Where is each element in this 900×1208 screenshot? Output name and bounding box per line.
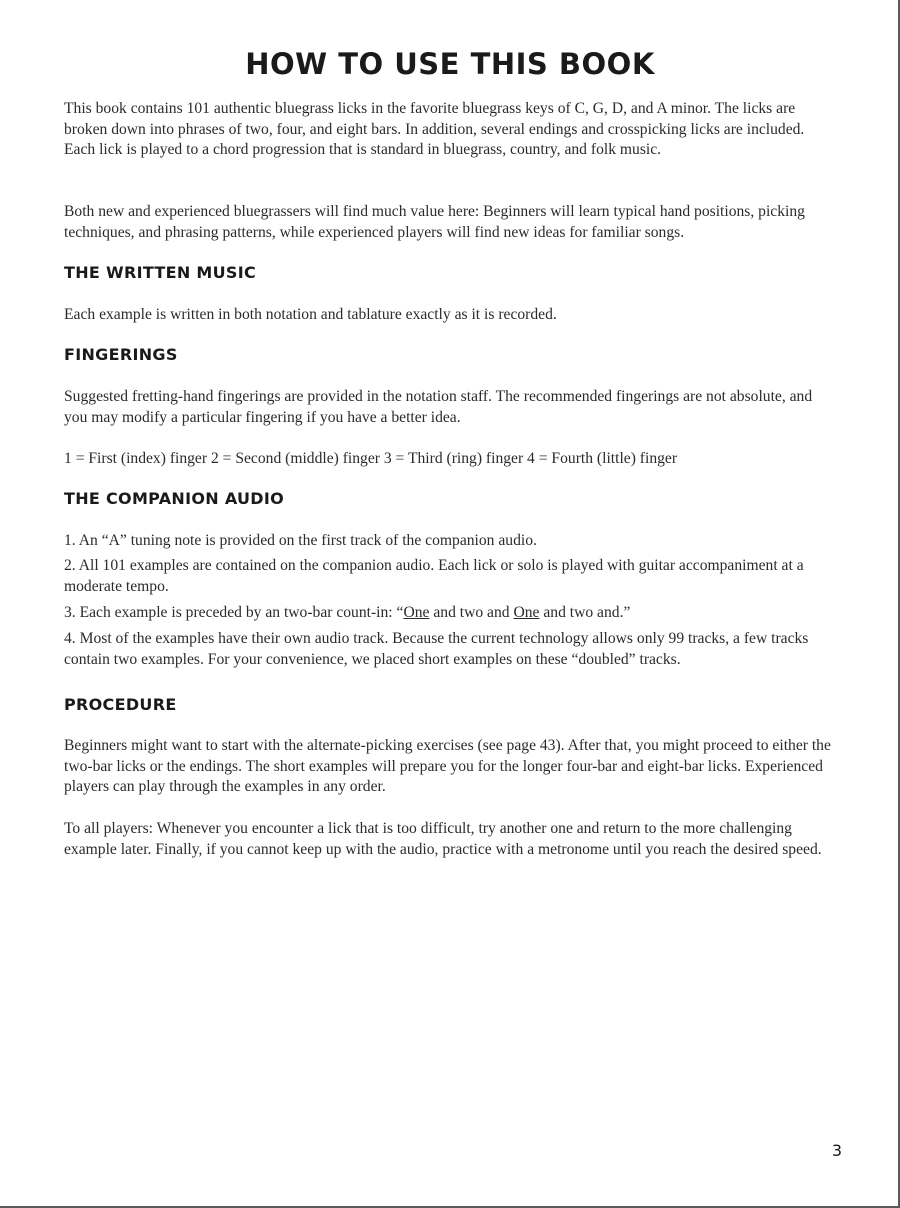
intro-paragraph-2: Both new and experienced bluegrassers will find much value here: Beginners will learn typical hand positions, picking techniques, and phrasing patterns, while experienced players will find new ideas for familiar songs. — [64, 203, 805, 241]
companion-audio-item-3 — [64, 603, 836, 624]
item-3-suffix: and two and.” — [539, 604, 631, 621]
item-3-mid: and two and — [429, 604, 514, 621]
page-number: 3 — [831, 1141, 842, 1160]
intro-paragraph-1: This book contains 101 authentic bluegrass licks in the favorite bluegrass keys of C, G, D, and A minor. The licks are broken down into phrases of two, four, and eight bars. In addition, several endings and crosspicking licks are included. Each lick is played to a chord progression that is standard in bluegrass, country, and folk music. — [64, 100, 805, 158]
section-heading-companion-audio: THE COMPANION AUDIO — [64, 489, 285, 508]
fingerings-text: Suggested fretting-hand fingerings are provided in the notation staff. The recommended fingerings are not absolute, and you may modify a particular fingering if you have a better idea. — [64, 388, 813, 426]
written-music-text: Each example is written in both notation and tablature exactly as it is recorded. — [64, 306, 557, 323]
procedure-paragraph-1: Beginners might want to start with the alternate-picking exercises (see page 43). After that, you might proceed to either the two-bar licks or the endings. The short examples will prepare you for the longer four-bar and eight-bar licks. Experienced players can play through the examples in any order. — [64, 737, 831, 795]
companion-audio-item-1: 1. An “A” tuning note is provided on the first track of the companion audio. — [64, 532, 537, 549]
companion-audio-item-4: 4. Most of the examples have their own audio track. Because the current technology allows only 99 tracks, a few tracks contain two examples. For your convenience, we placed short examples on these “doubled” tracks. — [64, 630, 809, 668]
section-heading-procedure: PROCEDURE — [64, 695, 177, 714]
page-title: HOW TO USE THIS BOOK — [245, 47, 655, 81]
section-heading-fingerings: FINGERINGS — [64, 345, 178, 364]
section-heading-written-music: THE WRITTEN MUSIC — [64, 263, 257, 282]
count-word-one: One — [403, 604, 430, 621]
count-word-one: One — [513, 604, 540, 621]
fingerings-legend: 1 = First (index) finger 2 = Second (middle) finger 3 = Third (ring) finger 4 = Fourth (little) finger — [64, 450, 678, 467]
procedure-paragraph-2: To all players: Whenever you encounter a lick that is too difficult, try another one and return to the more challenging example later. Finally, if you cannot keep up with the audio, practice with a metronome until you reach the desired speed. — [64, 820, 822, 858]
companion-audio-item-2: 2. All 101 examples are contained on the companion audio. Each lick or solo is played with guitar accompaniment at a moderate tempo. — [64, 557, 804, 595]
item-3-prefix: 3. Each example is preceded by an two-bar count-in: “ — [64, 604, 404, 621]
